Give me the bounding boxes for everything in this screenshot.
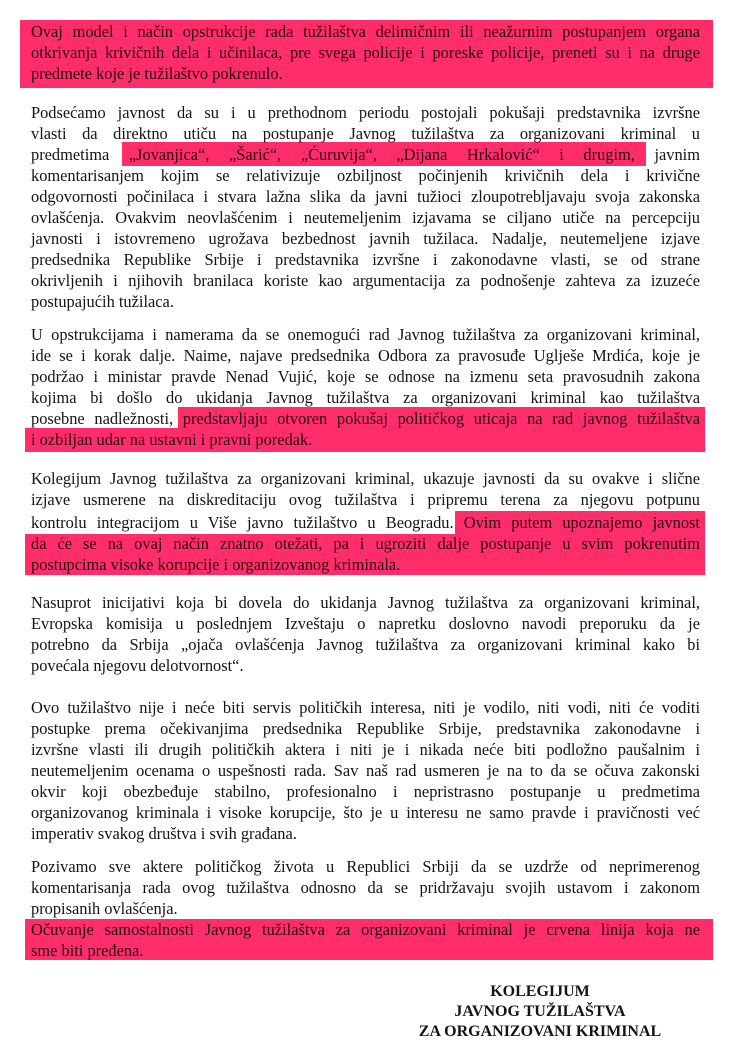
p2-line-2: vlasti da direktno utiču na postupanje Javnog tužilaštva za organizovani kriminal u — [31, 124, 700, 143]
p5-line-4: povećala njegovu delotvornost“. — [31, 656, 244, 675]
p6-line-7: imperativ svakog društva i svih građana. — [31, 824, 297, 843]
p6-line-2: postupke prema očekivanjima predsednika Republike Srbije, predstavnika zakonodavne i — [31, 719, 700, 738]
p4-line3-highlight: Ovim putem upoznajemo javnost — [463, 513, 700, 532]
p7-line-1: Pozivamo sve aktere političkog života u Republici Srbiji da se uzdrže od neprimerenog — [31, 857, 700, 876]
p6-line-4: neutemeljenim ocenama o uspešnosti rada. Sav naš rad usmeren je na to da se očuva zakonski — [31, 761, 700, 780]
p5-line-3: potrebno da Srbija „ojača ovlašćenja Javnog tužilaštva za organizovani kriminal kako bi — [31, 635, 700, 654]
p7-line-4: Očuvanje samostalnosti Javnog tužilaštva za organizovani kriminal je crvena linija koja ne — [31, 920, 700, 939]
p6-line-6: organizovanog kriminala i visoke korupcije, što je u interesu ne samo pravde i pravičnosti već — [31, 803, 700, 822]
signature-line-3: ZA ORGANIZOVANI KRIMINAL — [418, 1023, 662, 1040]
p3-line5-before: posebne nadležnosti, — [31, 409, 174, 428]
p3-line-3: podržao i ministar pravde Nenad Vujić, koje se odnose na izmenu seta pravosudnih zakona — [31, 367, 700, 386]
p7-line-2: komentarisanja rada ovog tužilaštva odnosno da se pridržavaju svojih ustavom i zakonom — [31, 878, 700, 897]
signature-line-1: KOLEGIJUM — [490, 983, 590, 1000]
p2-line-9: okrivljenih i njihovih branilaca koriste kao argumentacija za podnošenje zahteva za izuzeće — [31, 271, 700, 290]
p6-line-1: Ovo tužilaštvo nije i neće biti servis političkih interesa, niti je vodilo, niti vodi, niti će voditi — [31, 698, 700, 717]
signature-line-2: JAVNOG TUŽILAŠTVA — [454, 1003, 626, 1020]
p3-line-4: kojima bi došlo do ukidanja Javnog tužilaštva za organizovani kriminal kao tužilaštva — [31, 388, 700, 407]
p3-line-1: U opstrukcijama i namerama da se onemogući rad Javnog tužilaštva za organizovani kriminal, — [31, 325, 700, 344]
p4-line-4: da će se na ovaj način znatno otežati, pa i ugroziti dalje postupanje u svim pokrenutim — [31, 534, 700, 553]
p3-line5-highlight: predstavljaju otvoren pokušaj političkog uticaja na rad javnog tužilaštva — [182, 409, 700, 428]
p1-line-2: otkrivanja krivičnih dela i učinilaca, pre svega policije i poreske policije, preneti su i na druge — [31, 43, 700, 62]
p4-line-2: izjave usmerene na diskreditaciju ovog tužilaštva i pripremu terena za njegovu potpunu — [31, 490, 700, 509]
p2-line-10: postupajućih tužilaca. — [31, 292, 174, 311]
p7-line-5: sme biti pređena. — [31, 941, 144, 960]
p3-line-5 — [31, 408, 700, 429]
p6-line-3: izvršne vlasti ili drugih političkih aktera i niti je i nikada neće biti podložno paušalnim i — [31, 740, 700, 759]
p4-line3-before: kontrolu integracijom u Više javno tužilaštvo u Beogradu. — [31, 513, 454, 532]
p2-line3-after: javnim — [654, 145, 700, 164]
p2-line-7: javnosti i istovremeno ugrožava bezbednost javnih tužilaca. Nadalje, neutemeljene izjave — [31, 229, 700, 248]
p3-line-2: ide se i korak dalje. Naime, najave predsednika Odbora za pravosuđe Uglješe Mrdića, koje je — [31, 346, 700, 365]
p2-line-4: komentarisanjem kojim se relativizuje ozbiljnost počinjenih krivičnih dela i krivične — [31, 166, 700, 185]
p1-line-3: predmete koje je tužilaštvo pokrenulo. — [31, 64, 283, 83]
p3-line-6: i ozbiljan udar na ustavni i pravni poredak. — [31, 430, 313, 449]
p2-line-6: ovlašćenja. Ovakvim neovlašćenim i neutemeljenim izjavama se ciljano utiče na percepciju — [31, 208, 700, 227]
p2-line-1: Podsećamo javnost da su i u prethodnom periodu postojali pokušaji predstavnika izvršne — [31, 103, 700, 122]
p5-line-2: Evropska komisija u poslednjem Izveštaju o napretku doslovno navodi preporuku da je — [31, 614, 700, 633]
p2-line-3 — [31, 144, 700, 165]
p4-line-3 — [31, 512, 700, 533]
p4-line-1: Kolegijum Javnog tužilaštva za organizovani kriminal, ukazuje javnosti da su ovakve i slične — [31, 469, 700, 488]
p5-line-1: Nasuprot inicijativi koja bi dovela do ukidanja Javnog tužilaštva za organizovani kriminal, — [31, 593, 700, 612]
p7-line-3: propisanih ovlašćenja. — [31, 899, 178, 918]
p2-line3-highlight: „Jovanjica“, „Šarić“, „Ćuruvija“, „Dijana Hrkalović“ i drugim, — [128, 145, 635, 164]
p6-line-5: okvir koji obezbeđuje stabilno, profesionalno i nepristrasno postupanje u predmetima — [31, 782, 700, 801]
p1-line-1: Ovaj model i način opstrukcije rada tužilaštva delimičnim ili neažurnim postupanjem organa — [31, 22, 700, 41]
p2-line-5: odgovornosti počinilaca i stvara lažna slika da javni tužioci zloupotrebljavaju svoja zakonska — [31, 187, 700, 206]
p2-line3-before: predmetima — [31, 145, 110, 164]
p4-line-5: postupcima visoke korupcije i organizovanog kriminala. — [31, 555, 401, 574]
p2-line-8: predsednika Republike Srbije i predstavnika izvršne i zakonodavne vlasti, se od strane — [31, 250, 700, 269]
